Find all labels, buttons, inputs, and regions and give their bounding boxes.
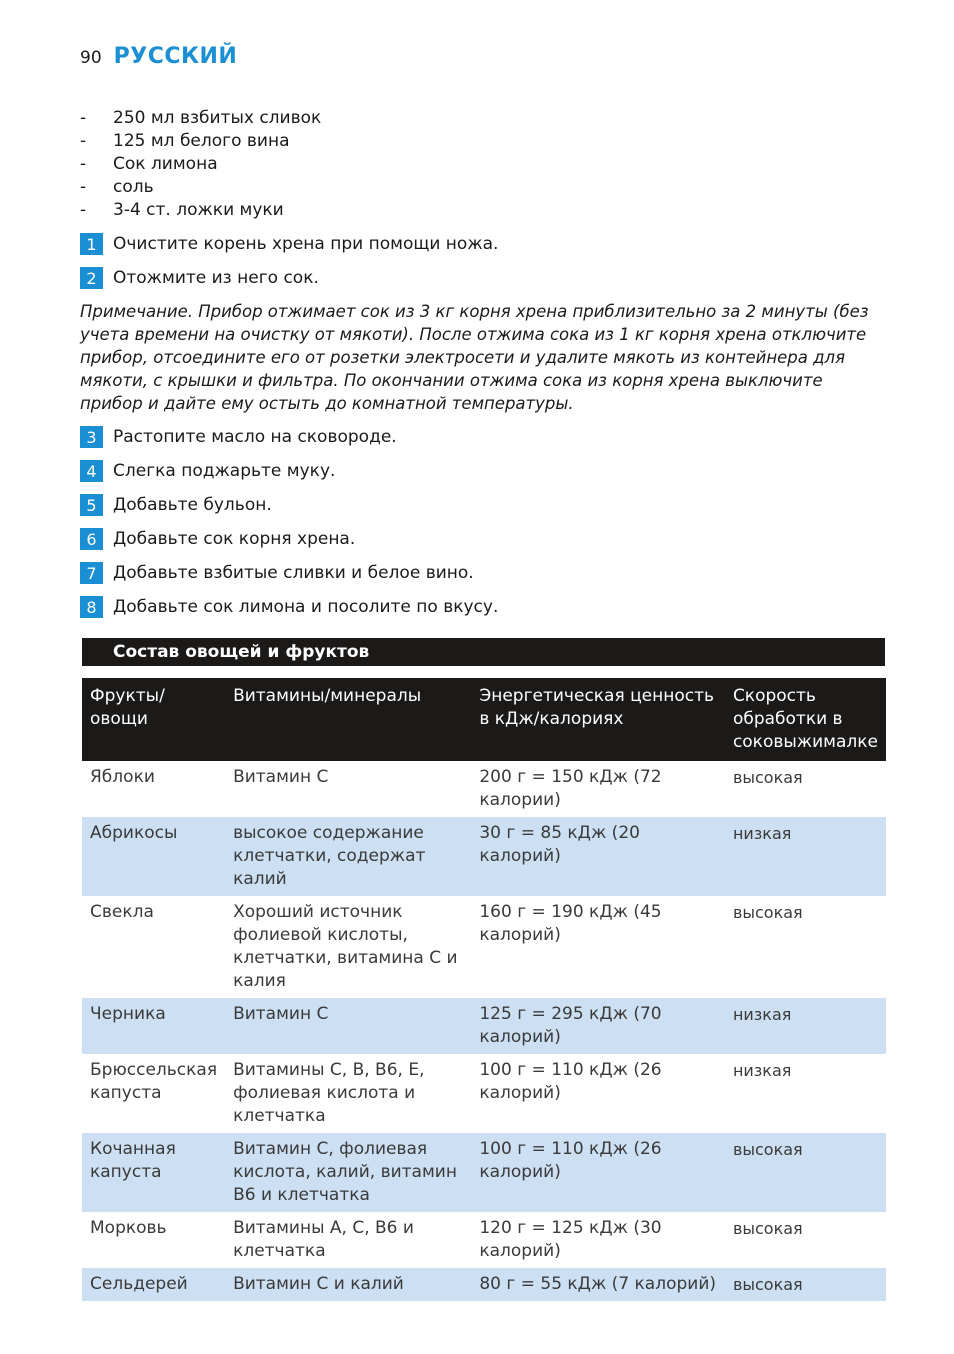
step-1 xyxy=(80,233,498,255)
cell-vitamins: Витамин С, фолиевая кислота, калий, витамин В6 и клетчатка xyxy=(225,1133,471,1212)
table-row xyxy=(82,817,886,896)
step-number-badge: 6 xyxy=(80,528,103,550)
table-row xyxy=(82,1212,886,1268)
cell-name: Абрикосы xyxy=(82,817,225,896)
cell-speed: низкая xyxy=(725,817,886,896)
cell-speed: высокая xyxy=(732,903,803,922)
column-header: Витамины/минералы xyxy=(225,678,471,761)
page-number: 90 xyxy=(80,48,102,68)
cell-speed: высокая xyxy=(732,1219,803,1238)
list-item: - 125 мл белого вина xyxy=(80,131,290,151)
step-number-badge: 5 xyxy=(80,494,103,516)
step-number-badge: 7 xyxy=(80,562,103,584)
step-text: Растопите масло на сковороде. xyxy=(113,427,397,447)
cell-energy: 100 г = 110 кДж (26 калорий) xyxy=(479,1060,662,1103)
cell-speed: высокая xyxy=(732,768,803,787)
table-row xyxy=(82,1133,886,1212)
cell-speed: низкая xyxy=(732,1061,792,1080)
step-text: Добавьте сок лимона и посолите по вкусу. xyxy=(113,597,499,617)
language-title: РУССКИЙ xyxy=(113,44,238,69)
list-item: - 250 мл взбитых сливок xyxy=(80,108,322,128)
step-5 xyxy=(80,494,272,516)
step-4 xyxy=(80,460,335,482)
cell-energy: 30 г = 85 кДж (20 калорий) xyxy=(471,817,725,896)
cell-name: Сельдерей xyxy=(82,1268,225,1301)
note-paragraph: Примечание. Прибор отжимает сок из 3 кг корня хрена приблизительно за 2 минуты (без учета времени на очистку от мякоти). После отжима сока из 1 кг корня хрена отключите прибор, отсоедините его от розетки электросети и удалите мякоть из контейнера для мякоти, с крышки и фильтра. По окончании отжима сока из корня хрена выключите прибор и дайте ему остыть до комнатной температуры. xyxy=(80,302,869,413)
cell-name: Морковь xyxy=(90,1218,167,1238)
step-text: Добавьте взбитые сливки и белое вино. xyxy=(113,563,474,583)
step-number-badge: 2 xyxy=(80,267,103,289)
step-3 xyxy=(80,426,397,448)
step-text: Слегка поджарьте муку. xyxy=(113,461,336,481)
cell-vitamins: высокое содержание клетчатки, содержат калий xyxy=(225,817,471,896)
cell-energy: 160 г = 190 кДж (45 калорий) xyxy=(479,902,662,945)
cell-energy: 200 г = 150 кДж (72 калории) xyxy=(479,767,662,810)
step-text: Добавьте бульон. xyxy=(113,495,272,515)
page-header xyxy=(80,44,237,69)
cell-name: Брюссельская капуста xyxy=(90,1060,218,1103)
list-item: - Сок лимона xyxy=(80,154,218,174)
ingredients-list xyxy=(80,107,321,222)
cell-energy: 100 г = 110 кДж (26 калорий) xyxy=(471,1133,725,1212)
table-row xyxy=(82,761,886,817)
cell-vitamins: Витамин C и калий xyxy=(225,1268,471,1301)
cell-speed: высокая xyxy=(725,1133,886,1212)
list-item: - соль xyxy=(80,177,154,197)
column-header: Энергетическая ценность в кДж/калориях xyxy=(471,678,725,761)
column-header: Фрукты/ овощи xyxy=(82,678,225,761)
cell-vitamins: Витамин C xyxy=(233,767,329,787)
step-number-badge: 8 xyxy=(80,596,103,618)
cell-vitamins: Хороший источник фолиевой кислоты, клетчатки, витамина С и калия xyxy=(233,902,458,991)
cell-vitamins: Витамины С, В, В6, Е, фолиевая кислота и клетчатка xyxy=(233,1060,425,1126)
cell-vitamins: Витамины A, С, В6 и клетчатка xyxy=(233,1218,414,1261)
table-row xyxy=(82,1268,886,1301)
section-title-bar xyxy=(82,638,885,666)
table-row xyxy=(82,998,886,1054)
composition-table xyxy=(82,678,886,1301)
list-item: - 3-4 ст. ложки муки xyxy=(80,200,284,220)
cell-vitamins: Витамин С xyxy=(225,998,471,1054)
step-number-badge: 1 xyxy=(80,233,103,255)
section-title: Состав овощей и фруктов xyxy=(113,642,370,662)
step-8 xyxy=(80,596,498,618)
step-6 xyxy=(80,528,355,550)
table-row xyxy=(82,1054,886,1133)
table-row xyxy=(82,896,886,998)
cell-name: Яблоки xyxy=(90,767,155,787)
step-number-badge: 3 xyxy=(80,426,103,448)
cell-name: Кочанная капуста xyxy=(82,1133,225,1212)
cell-name: Свекла xyxy=(90,902,154,922)
cell-speed: низкая xyxy=(725,998,886,1054)
step-text: Очистите корень хрена при помощи ножа. xyxy=(113,234,499,254)
step-text: Добавьте сок корня хрена. xyxy=(113,529,356,549)
column-header: Скорость обработки в соковыжималке xyxy=(725,678,886,761)
table-header-row xyxy=(82,678,886,761)
step-2 xyxy=(80,267,319,289)
step-7 xyxy=(80,562,474,584)
cell-speed: высокая xyxy=(725,1268,886,1301)
step-text: Отожмите из него сок. xyxy=(113,268,319,288)
step-number-badge: 4 xyxy=(80,460,103,482)
cell-energy: 80 г = 55 кДж (7 калорий) xyxy=(471,1268,725,1301)
cell-energy: 120 г = 125 кДж (30 калорий) xyxy=(479,1218,662,1261)
cell-name: Черника xyxy=(82,998,225,1054)
cell-energy: 125 г = 295 кДж (70 калорий) xyxy=(471,998,725,1054)
